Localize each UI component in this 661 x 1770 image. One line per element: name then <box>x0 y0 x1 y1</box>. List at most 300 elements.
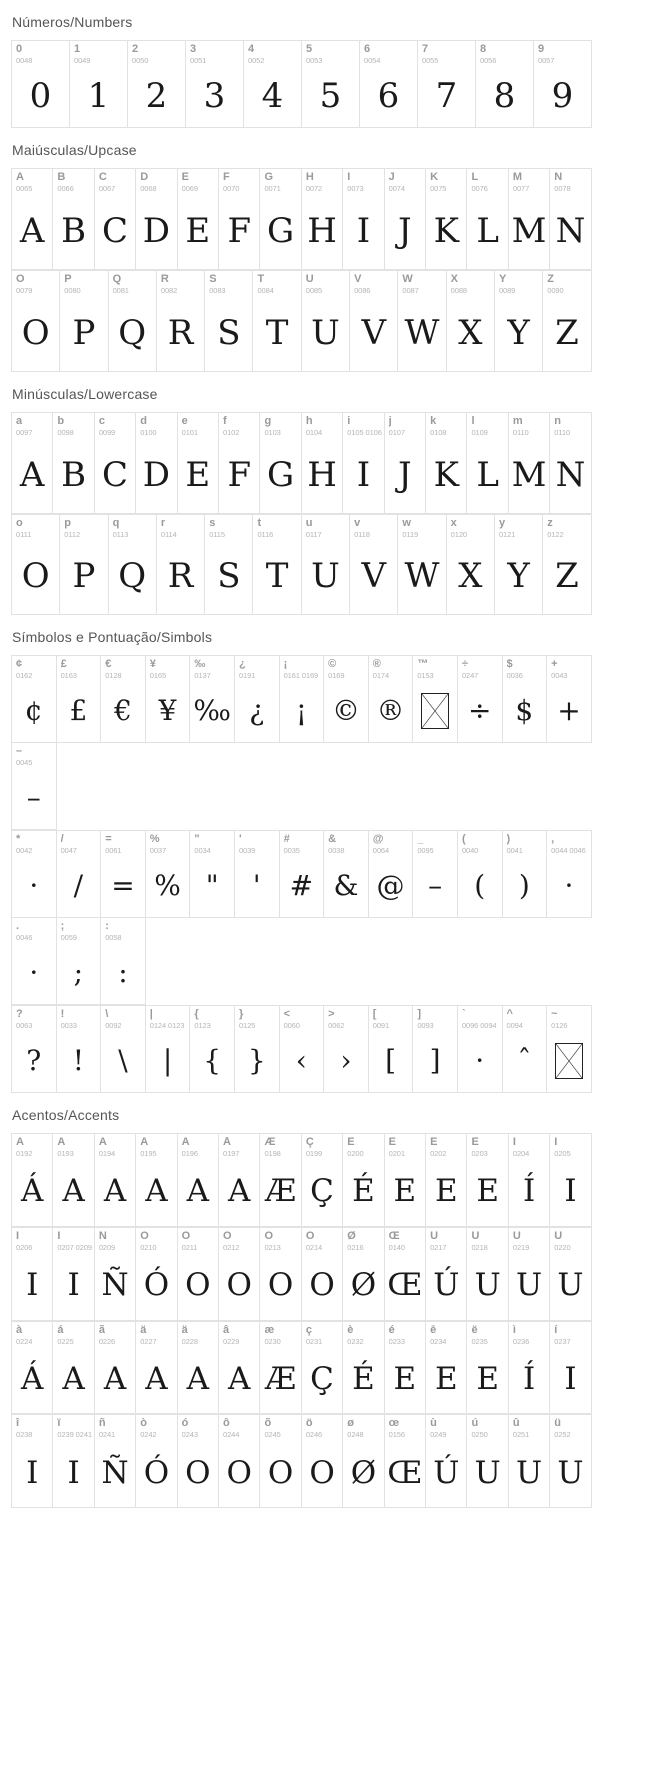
glyph-cell[interactable] <box>467 169 508 270</box>
glyph-meta <box>178 1322 218 1346</box>
glyph-meta <box>426 413 466 437</box>
glyph-meta <box>12 515 59 539</box>
glyph-cell[interactable] <box>360 41 418 128</box>
glyph-cell[interactable] <box>385 1415 426 1508</box>
glyph-char-label: E <box>181 171 189 183</box>
glyph-cell[interactable] <box>467 1415 508 1508</box>
glyph-cell[interactable] <box>53 1415 94 1508</box>
glyph-cell[interactable] <box>53 1322 94 1415</box>
glyph-meta <box>109 271 156 295</box>
glyph-code-label: 0237 <box>554 1336 571 1346</box>
glyph-cell[interactable] <box>260 1228 301 1321</box>
glyph-cell[interactable] <box>547 831 592 918</box>
glyph-meta <box>350 515 397 539</box>
glyph-cell[interactable] <box>12 41 70 128</box>
glyph-code-label: 0042 <box>16 846 33 856</box>
glyph-meta <box>12 413 52 437</box>
glyph-cell[interactable] <box>57 918 102 1005</box>
glyph-cell[interactable] <box>458 831 503 918</box>
glyph-cell[interactable] <box>60 271 108 372</box>
glyph-cell[interactable] <box>503 831 548 918</box>
glyph-code-label: 0087 <box>402 285 419 295</box>
glyph-code-label: 0085 <box>305 285 323 295</box>
glyph-cell[interactable] <box>109 515 157 616</box>
glyph-cell[interactable] <box>95 1415 136 1508</box>
glyph-cell[interactable] <box>426 1415 467 1508</box>
glyph-char-label: h <box>305 415 313 427</box>
glyph-cell[interactable] <box>343 1415 384 1508</box>
glyph-meta <box>467 1322 507 1346</box>
glyph-cell[interactable] <box>136 169 177 270</box>
glyph-render: H <box>307 210 337 251</box>
glyph-char-label: % <box>149 834 160 846</box>
glyph-cell[interactable] <box>101 1006 146 1093</box>
glyph-cell[interactable] <box>219 1134 260 1227</box>
glyph-meta <box>324 831 368 855</box>
glyph-cell[interactable] <box>53 1228 94 1321</box>
glyph-meta <box>550 1322 590 1346</box>
glyph-render: A <box>228 1360 251 1397</box>
glyph-cell[interactable] <box>186 41 244 128</box>
glyph-render: ¢ <box>24 694 43 728</box>
glyph-cell[interactable] <box>146 1006 191 1093</box>
glyph-cell[interactable] <box>219 1415 260 1508</box>
glyph-char-label: n <box>554 415 562 427</box>
glyph-cell[interactable] <box>95 1134 136 1227</box>
glyph-cell[interactable] <box>418 41 476 128</box>
glyph-cell[interactable] <box>205 515 253 616</box>
glyph-cell[interactable] <box>157 515 205 616</box>
glyph-code-label: 0200 <box>347 1148 364 1158</box>
glyph-cell[interactable] <box>260 169 301 270</box>
glyph-char-label: q <box>112 517 120 529</box>
glyph-code-label: 0039 <box>238 846 256 856</box>
glyph-cell[interactable] <box>302 1228 343 1321</box>
glyph-render: } <box>247 1043 266 1077</box>
glyph-meta <box>467 413 507 437</box>
glyph-char-label: ú <box>471 1418 479 1430</box>
glyph-code-label: 0117 <box>305 529 322 539</box>
glyph-cell[interactable] <box>426 1228 467 1321</box>
glyph-cell[interactable] <box>509 1134 550 1227</box>
glyph-cell[interactable] <box>398 271 446 372</box>
glyph-cell[interactable] <box>260 413 301 514</box>
glyph-cell[interactable] <box>302 169 343 270</box>
glyph-meta <box>280 1006 324 1030</box>
glyph-cell[interactable] <box>136 1134 177 1227</box>
glyph-code-label: 0038 <box>328 846 345 856</box>
glyph-cell[interactable] <box>550 1134 591 1227</box>
glyph-char-label: Ç <box>305 1136 314 1148</box>
glyph-cell[interactable] <box>219 1228 260 1321</box>
glyph-cell[interactable] <box>244 41 302 128</box>
glyph-render: 8 <box>493 75 516 116</box>
glyph-render: U <box>474 1454 501 1491</box>
glyph-render: ¿ <box>249 694 265 728</box>
glyph-cell[interactable] <box>343 413 384 514</box>
glyph-char-label: Î <box>16 1230 20 1242</box>
glyph-cell[interactable] <box>260 1322 301 1415</box>
glyph-char-label: = <box>105 834 112 846</box>
glyph-render: É <box>352 1360 375 1397</box>
glyph-render: 9 <box>551 75 574 116</box>
glyph-meta <box>369 1006 413 1030</box>
glyph-code-label: 0040 <box>461 846 479 856</box>
glyph-cell[interactable] <box>467 1228 508 1321</box>
glyph-cell[interactable] <box>503 1006 548 1093</box>
glyph-render: P <box>72 556 96 597</box>
glyph-meta <box>302 1415 342 1439</box>
glyph-cell[interactable] <box>343 1322 384 1415</box>
glyph-char-label: ' <box>238 834 242 846</box>
glyph-cell[interactable] <box>426 413 467 514</box>
glyph-meta <box>302 1134 342 1158</box>
glyph-cell[interactable] <box>178 413 219 514</box>
glyph-cell[interactable] <box>95 1228 136 1321</box>
glyph-cell[interactable] <box>53 413 94 514</box>
glyph-code-label: 0114 <box>160 529 177 539</box>
glyph-meta <box>302 169 342 193</box>
glyph-meta <box>205 515 252 539</box>
glyph-char-label: Ì <box>512 1136 516 1148</box>
glyph-cell[interactable] <box>12 1006 57 1093</box>
glyph-code-label: 0156 <box>388 1430 405 1440</box>
glyph-cell[interactable] <box>12 1322 53 1415</box>
glyph-code-label: 0073 <box>347 183 364 193</box>
glyph-meta <box>128 41 185 65</box>
glyph-cell[interactable] <box>95 169 136 270</box>
glyph-char-label: ü <box>554 1418 562 1430</box>
glyph-cell[interactable] <box>302 1134 343 1227</box>
glyph-cell[interactable] <box>190 1006 235 1093</box>
glyph-cell[interactable] <box>136 1322 177 1415</box>
glyph-cell[interactable] <box>235 831 280 918</box>
glyph-code-label: 0227 <box>140 1336 157 1346</box>
glyph-meta <box>385 1228 425 1252</box>
glyph-render: Í <box>522 1173 536 1210</box>
glyph-render: A <box>186 1173 210 1210</box>
glyph-cell[interactable] <box>550 1415 591 1508</box>
glyph-meta <box>509 1322 549 1346</box>
glyph-char-label: ã <box>98 1324 105 1336</box>
glyph-cell[interactable] <box>324 656 369 743</box>
glyph-render: Ç <box>310 1173 334 1210</box>
glyph-char-label: > <box>328 1008 335 1020</box>
glyph-cell[interactable] <box>136 1228 177 1321</box>
glyph-cell[interactable] <box>369 831 414 918</box>
glyph-cell[interactable] <box>495 271 543 372</box>
glyph-cell[interactable] <box>219 169 260 270</box>
glyph-cell[interactable] <box>398 515 446 616</box>
missing-glyph-icon <box>421 693 449 729</box>
glyph-meta <box>447 515 494 539</box>
glyph-render: A <box>19 210 45 251</box>
glyph-code-label: 0094 <box>506 1020 523 1030</box>
glyph-render: ® <box>376 694 405 728</box>
glyph-cell[interactable] <box>547 656 592 743</box>
glyph-code-label: 0245 <box>264 1430 281 1440</box>
glyph-cell[interactable] <box>324 831 369 918</box>
glyph-meta <box>178 169 218 193</box>
glyph-code-label: 0228 <box>181 1336 198 1346</box>
glyph-cell[interactable] <box>385 413 426 514</box>
glyph-render: \ <box>118 1043 128 1077</box>
glyph-char-label: [ <box>372 1008 377 1020</box>
glyph-char-label: ï <box>57 1418 61 1430</box>
glyph-cell[interactable] <box>550 1322 591 1415</box>
glyph-meta <box>547 1006 591 1030</box>
glyph-meta <box>369 656 413 680</box>
glyph-cell[interactable] <box>413 831 458 918</box>
glyph-cell[interactable] <box>12 656 57 743</box>
glyph-cell[interactable] <box>369 1006 414 1093</box>
glyph-cell[interactable] <box>12 413 53 514</box>
glyph-cell[interactable] <box>146 656 191 743</box>
glyph-cell[interactable] <box>495 515 543 616</box>
glyph-cell[interactable] <box>12 271 60 372</box>
glyph-cell[interactable] <box>190 656 235 743</box>
glyph-code-label: 0122 <box>547 529 564 539</box>
glyph-render: K <box>433 454 459 495</box>
glyph-cell[interactable] <box>324 1006 369 1093</box>
glyph-cell[interactable] <box>57 656 102 743</box>
glyph-cell[interactable] <box>253 271 301 372</box>
glyph-render: 6 <box>377 75 400 116</box>
glyph-cell[interactable] <box>385 1134 426 1227</box>
glyph-meta <box>550 1134 590 1158</box>
glyph-render: Í <box>522 1360 536 1397</box>
glyph-cell[interactable] <box>205 271 253 372</box>
glyph-cell[interactable] <box>219 413 260 514</box>
glyph-cell[interactable] <box>12 918 57 1005</box>
glyph-code-label: 0205 <box>554 1148 571 1158</box>
glyph-cell[interactable] <box>467 413 508 514</box>
glyph-cell[interactable] <box>12 169 53 270</box>
glyph-cell[interactable] <box>509 413 550 514</box>
glyph-char-label: t <box>257 517 262 529</box>
glyph-cell[interactable] <box>447 271 495 372</box>
glyph-code-label: 0091 <box>372 1020 390 1030</box>
glyph-cell[interactable] <box>509 1322 550 1415</box>
glyph-char-label: F <box>223 171 230 183</box>
glyph-char-label: è <box>347 1324 354 1336</box>
glyph-cell[interactable] <box>53 1134 94 1227</box>
glyph-cell[interactable] <box>467 1322 508 1415</box>
glyph-cell[interactable] <box>550 413 591 514</box>
glyph-cell[interactable] <box>12 1134 53 1227</box>
glyph-char-label: à <box>16 1324 23 1336</box>
glyph-cell[interactable] <box>543 515 591 616</box>
glyph-cell[interactable] <box>509 1415 550 1508</box>
glyph-char-label: û <box>512 1418 520 1430</box>
glyph-cell[interactable] <box>302 1415 343 1508</box>
glyph-meta <box>260 169 300 193</box>
glyph-cell[interactable] <box>53 169 94 270</box>
glyph-cell[interactable] <box>260 1134 301 1227</box>
glyph-meta <box>543 271 590 295</box>
glyph-row <box>11 655 592 830</box>
glyph-code-label: 0153 <box>417 671 434 681</box>
glyph-char-label: Ã <box>140 1136 149 1148</box>
glyph-cell[interactable] <box>219 1322 260 1415</box>
glyph-char-label: < <box>283 1008 290 1020</box>
glyph-render: I <box>67 1267 80 1303</box>
glyph-code-label: 0071 <box>264 183 281 193</box>
section-title: Símbolos e Pontuação/Simbols <box>12 629 213 646</box>
glyph-cell[interactable] <box>70 41 128 128</box>
glyph-meta <box>57 831 101 855</box>
glyph-code-label: 0105 0106 <box>347 427 382 437</box>
glyph-code-label: 0044 0046 <box>551 846 586 856</box>
glyph-render: 7 <box>435 75 458 116</box>
glyph-cell[interactable] <box>57 1006 102 1093</box>
glyph-cell[interactable] <box>178 1322 219 1415</box>
glyph-render: 3 <box>203 75 226 116</box>
glyph-char-label: : <box>105 921 109 932</box>
glyph-cell[interactable] <box>343 1134 384 1227</box>
glyph-cell[interactable] <box>343 1228 384 1321</box>
glyph-code-label: 0070 <box>223 183 240 193</box>
glyph-cell[interactable] <box>178 169 219 270</box>
glyph-cell[interactable] <box>343 169 384 270</box>
glyph-cell[interactable] <box>543 271 591 372</box>
glyph-cell[interactable] <box>95 1322 136 1415</box>
glyph-cell[interactable] <box>447 515 495 616</box>
glyph-cell[interactable] <box>550 1228 591 1321</box>
glyph-code-label: 0074 <box>388 183 405 193</box>
glyph-cell[interactable] <box>509 1228 550 1321</box>
glyph-cell[interactable] <box>547 1006 592 1093</box>
glyph-char-label: * <box>16 834 21 846</box>
glyph-cell[interactable] <box>190 831 235 918</box>
glyph-cell[interactable] <box>280 831 325 918</box>
glyph-cell[interactable] <box>260 1415 301 1508</box>
glyph-cell[interactable] <box>146 831 191 918</box>
glyph-cell[interactable] <box>550 169 591 270</box>
glyph-meta <box>509 1134 549 1158</box>
glyph-char-label: @ <box>372 834 384 846</box>
glyph-char-label: J <box>388 171 395 183</box>
glyph-row <box>11 1414 592 1508</box>
glyph-cell[interactable] <box>280 656 325 743</box>
glyph-cell[interactable] <box>101 656 146 743</box>
glyph-char-label: Ö <box>305 1230 315 1242</box>
glyph-cell[interactable] <box>101 831 146 918</box>
glyph-cell[interactable] <box>369 656 414 743</box>
glyph-cell[interactable] <box>109 271 157 372</box>
glyph-meta <box>447 271 494 295</box>
glyph-cell[interactable] <box>95 413 136 514</box>
glyph-cell[interactable] <box>302 271 350 372</box>
glyph-char-label: s <box>209 517 216 529</box>
glyph-cell[interactable] <box>385 169 426 270</box>
glyph-char-label: L <box>471 171 479 183</box>
glyph-cell[interactable] <box>302 1322 343 1415</box>
glyph-cell[interactable] <box>426 1134 467 1227</box>
glyph-row <box>11 168 592 270</box>
glyph-code-label: 0199 <box>305 1148 323 1158</box>
glyph-cell[interactable] <box>385 1322 426 1415</box>
glyph-char-label: 6 <box>364 44 371 55</box>
glyph-cell[interactable] <box>350 271 398 372</box>
glyph-meta <box>509 1415 549 1439</box>
glyph-char-label: r <box>160 517 166 529</box>
glyph-render: ÷ <box>468 694 492 728</box>
glyph-cell[interactable] <box>60 515 108 616</box>
glyph-code-label: 0196 <box>181 1148 198 1158</box>
glyph-cell[interactable] <box>157 271 205 372</box>
glyph-code-label: 0034 <box>194 846 211 856</box>
glyph-cell[interactable] <box>385 1228 426 1321</box>
glyph-code-label: 0058 <box>105 933 122 942</box>
glyph-cell[interactable] <box>413 656 458 743</box>
glyph-code-label: 0090 <box>547 285 564 295</box>
glyph-render: O <box>309 1267 335 1303</box>
glyph-meta <box>343 1228 383 1252</box>
glyph-render: H <box>307 454 337 495</box>
glyph-cell[interactable] <box>509 169 550 270</box>
glyph-cell[interactable] <box>57 831 102 918</box>
glyph-char-label: Ï <box>57 1230 61 1242</box>
glyph-code-label: 0061 <box>105 846 122 856</box>
glyph-cell[interactable] <box>178 1415 219 1508</box>
glyph-cell[interactable] <box>534 41 592 128</box>
glyph-char-label: B <box>57 171 66 183</box>
glyph-cell[interactable] <box>467 1134 508 1227</box>
glyph-cell[interactable] <box>128 41 186 128</box>
glyph-cell[interactable] <box>426 1322 467 1415</box>
glyph-cell[interactable] <box>302 41 360 128</box>
glyph-meta <box>136 1228 176 1252</box>
glyph-char-label: © <box>328 659 337 671</box>
glyph-cell[interactable] <box>12 1228 53 1321</box>
glyph-cell[interactable] <box>136 413 177 514</box>
glyph-meta <box>467 1134 507 1158</box>
glyph-render: · <box>475 1043 485 1077</box>
glyph-meta <box>146 1006 190 1030</box>
glyph-cell[interactable] <box>458 656 503 743</box>
glyph-meta <box>219 1134 259 1158</box>
glyph-cell[interactable] <box>458 1006 503 1093</box>
glyph-cell[interactable] <box>136 1415 177 1508</box>
glyph-cell[interactable] <box>253 515 301 616</box>
glyph-render: I <box>26 1454 39 1491</box>
glyph-code-label: 0197 <box>223 1148 240 1158</box>
glyph-cell[interactable] <box>178 1228 219 1321</box>
glyph-cell[interactable] <box>235 1006 280 1093</box>
glyph-cell[interactable] <box>12 743 57 830</box>
glyph-char-label: c <box>98 415 105 427</box>
glyph-cell[interactable] <box>426 169 467 270</box>
glyph-meta <box>458 656 502 680</box>
glyph-cell[interactable] <box>413 1006 458 1093</box>
glyph-char-label: € <box>105 659 112 671</box>
glyph-cell[interactable] <box>350 515 398 616</box>
glyph-cell[interactable] <box>178 1134 219 1227</box>
glyph-code-label: 0120 <box>450 529 467 539</box>
glyph-cell[interactable] <box>12 1415 53 1508</box>
glyph-cell[interactable] <box>476 41 534 128</box>
glyph-cell[interactable] <box>280 1006 325 1093</box>
glyph-cell[interactable] <box>12 831 57 918</box>
glyph-cell[interactable] <box>101 918 146 1005</box>
glyph-char-label: ø <box>347 1418 354 1430</box>
glyph-cell[interactable] <box>503 656 548 743</box>
glyph-cell[interactable] <box>235 656 280 743</box>
glyph-cell[interactable] <box>302 515 350 616</box>
glyph-cell[interactable] <box>12 515 60 616</box>
glyph-cell[interactable] <box>302 413 343 514</box>
